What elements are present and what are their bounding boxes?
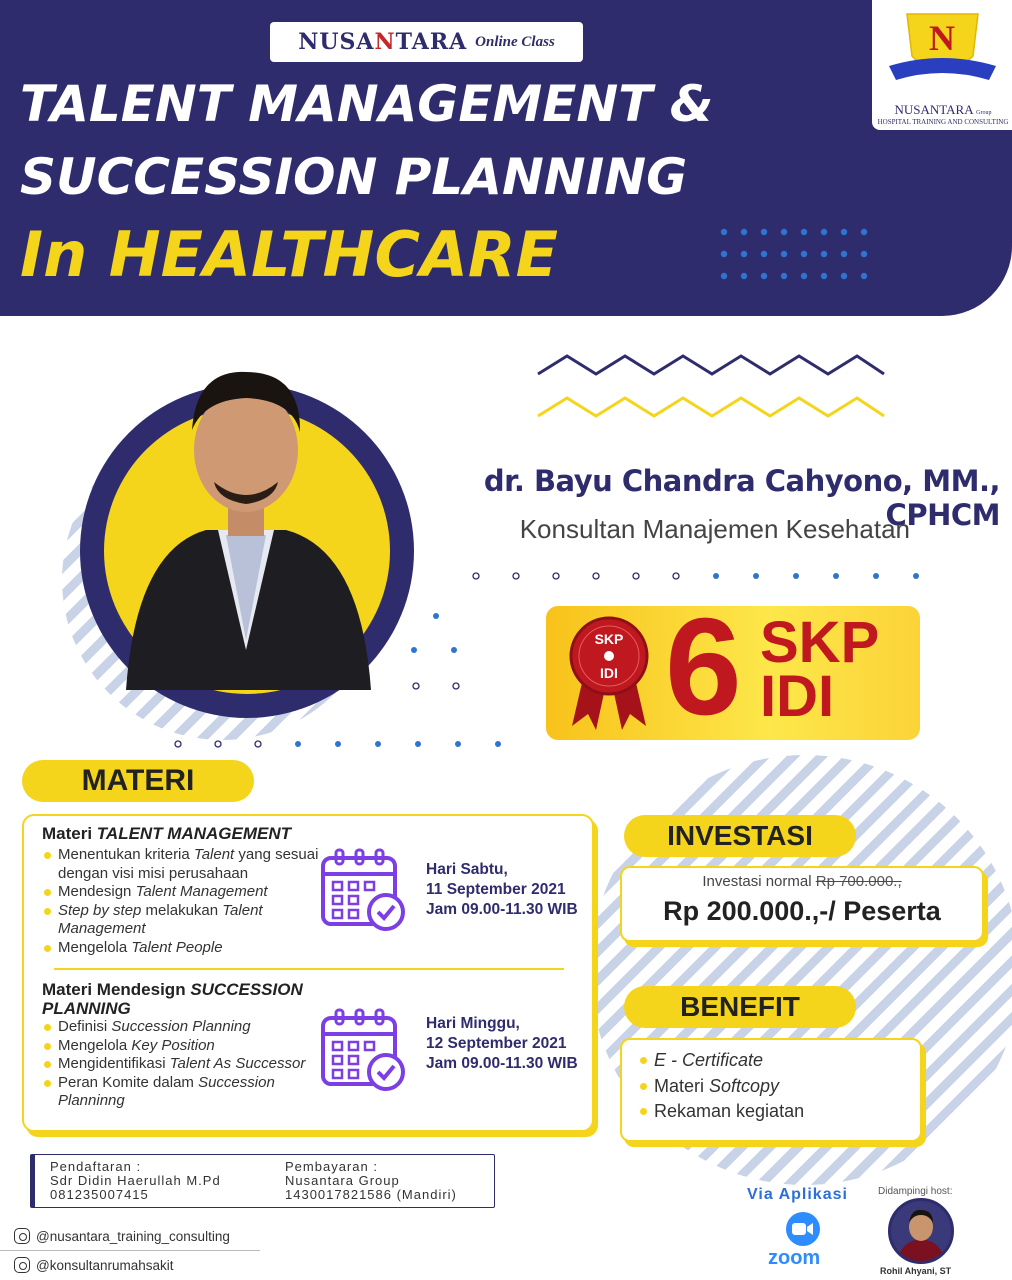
instagram-icon bbox=[14, 1228, 30, 1244]
title-line-3: In HEALTHCARE bbox=[20, 218, 559, 291]
skp-seal-icon bbox=[566, 614, 652, 732]
host-name: Rohil Ahyani, ST bbox=[880, 1266, 952, 1276]
host-avatar bbox=[888, 1198, 954, 1264]
registration-contact: Pendaftaran : Sdr Didin Haerullah M.Pd 081235007415 bbox=[50, 1159, 221, 1202]
title-line-2: SUCCESSION PLANNING bbox=[20, 148, 688, 206]
list-item: Definisi Succession Planning bbox=[42, 1018, 322, 1037]
social-instagram-2[interactable]: @konsultanrumahsakit bbox=[14, 1257, 174, 1273]
list-item: Materi Softcopy bbox=[638, 1074, 804, 1100]
logo-subtitle: HOSPITAL TRAINING AND CONSULTING bbox=[877, 118, 1009, 126]
skp-word: SKP bbox=[760, 610, 880, 675]
brand-tagline: Online Class bbox=[475, 33, 555, 50]
investasi-price: Rp 200.000.,-/ Peserta bbox=[663, 896, 941, 926]
nusantara-shield-logo bbox=[885, 6, 1000, 96]
investasi-normal: Investasi normal Rp 700.000., bbox=[702, 873, 902, 890]
svg-text:N: N bbox=[929, 18, 955, 58]
list-item: Mengidentifikasi Talent As Successor bbox=[42, 1055, 322, 1074]
materi-heading: MATERI bbox=[22, 760, 254, 802]
payment-info: Pembayaran : Nusantara Group 1430017821586 (Mandiri) bbox=[285, 1159, 457, 1202]
decorative-dots bbox=[170, 738, 520, 750]
svg-text:SKP: SKP bbox=[594, 631, 624, 647]
benefit-list bbox=[638, 1048, 804, 1125]
skp-number: 6 bbox=[665, 590, 742, 744]
section-1-list bbox=[42, 846, 322, 957]
decorative-dots bbox=[470, 570, 940, 582]
list-item: Mengelola Talent People bbox=[42, 939, 322, 958]
list-item: Peran Komite dalam Succession Planninng bbox=[42, 1074, 322, 1111]
list-item: E - Certificate bbox=[638, 1048, 804, 1074]
zoom-icon bbox=[786, 1212, 820, 1246]
skp-word-idi: IDI bbox=[760, 664, 835, 729]
list-item: Step by step melakukan Talent Management bbox=[42, 902, 322, 939]
benefit-heading: BENEFIT bbox=[624, 986, 856, 1028]
speaker-photo bbox=[96, 350, 396, 690]
list-item: Mendesign Talent Management bbox=[42, 883, 322, 902]
investasi-heading: INVESTASI bbox=[624, 815, 856, 857]
divider bbox=[54, 968, 564, 970]
via-app-label: Via Aplikasi bbox=[747, 1186, 848, 1203]
calendar-check-icon bbox=[320, 848, 406, 932]
list-item: Rekaman kegiatan bbox=[638, 1099, 804, 1125]
title-line-1: TALENT MANAGEMENT & bbox=[20, 75, 714, 133]
section-2-list bbox=[42, 1018, 322, 1111]
list-item: Mengelola Key Position bbox=[42, 1037, 322, 1056]
list-item: Menentukan kriteria Talent yang sesuai dengan visi misi perusahaan bbox=[42, 846, 322, 883]
session-1-schedule: Hari Sabtu, 11 September 2021 Jam 09.00-11.30 WIB bbox=[426, 861, 578, 918]
decorative-dots bbox=[718, 226, 868, 282]
host-caption: Didampingi host: bbox=[878, 1186, 953, 1197]
divider bbox=[0, 1250, 260, 1251]
section-1-title: Materi TALENT MANAGEMENT bbox=[42, 824, 292, 843]
section-2-title: Materi Mendesign SUCCESSION PLANNING bbox=[42, 980, 303, 1018]
speaker-name: dr. Bayu Chandra Cahyono, MM., CPHCM bbox=[483, 464, 1000, 532]
decorative-dots bbox=[410, 610, 480, 690]
session-2-schedule: Hari Minggu, 12 September 2021 Jam 09.00-11.30 WIB bbox=[426, 1015, 578, 1072]
decorative-zigzag bbox=[536, 350, 886, 422]
zoom-label: zoom bbox=[768, 1247, 821, 1269]
logo-name: NUSANTARA Group bbox=[894, 102, 992, 117]
instagram-icon bbox=[14, 1257, 30, 1273]
social-instagram-1[interactable]: @nusantara_training_consulting bbox=[14, 1228, 230, 1244]
calendar-check-icon bbox=[320, 1008, 406, 1092]
svg-text:IDI: IDI bbox=[600, 665, 618, 681]
brand-name: NUSANTARA bbox=[298, 29, 468, 55]
speaker-role: Konsultan Manajemen Kesehatan bbox=[519, 514, 910, 544]
brand-badge bbox=[270, 22, 583, 62]
